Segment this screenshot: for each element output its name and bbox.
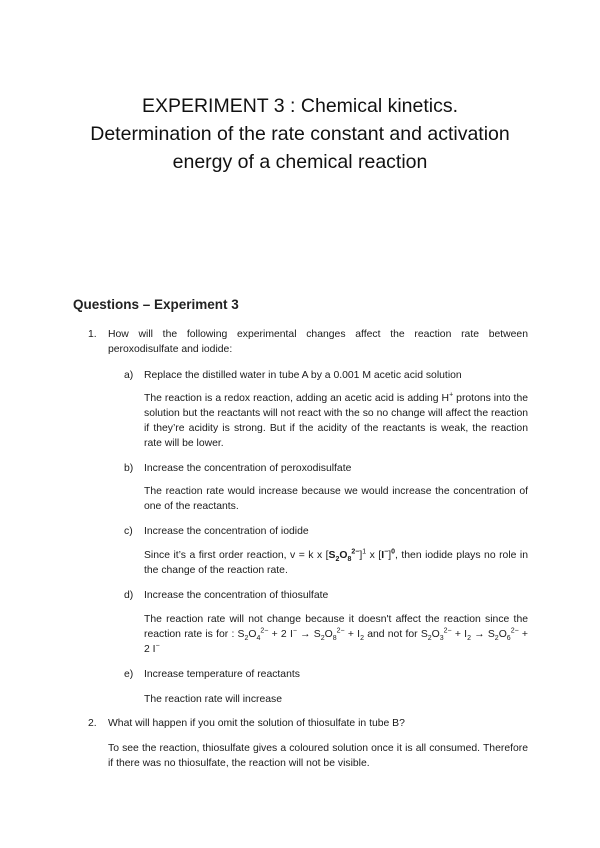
subitem-b bbox=[124, 461, 528, 476]
superscript: 0 bbox=[391, 548, 395, 556]
title-line-3: energy of a chemical reaction bbox=[172, 151, 428, 173]
answer-c-part: ] bbox=[388, 550, 392, 561]
answer-a-part: The reaction is a redox reaction, adding an acetic acid is adding H bbox=[144, 393, 450, 404]
answer-d-part: → S bbox=[296, 629, 321, 640]
superscript: 2− bbox=[336, 627, 345, 635]
subscript: 6 bbox=[506, 635, 511, 643]
subitem-label: e) bbox=[124, 669, 134, 680]
subscript: 2 bbox=[467, 635, 471, 643]
subitem-text: Increase the concentration of peroxodisulfate bbox=[144, 463, 352, 474]
answer-d-part: O bbox=[431, 629, 440, 640]
superscript: − bbox=[384, 548, 389, 556]
superscript: − bbox=[292, 627, 297, 635]
answer-a-part: protons into the solution but the reactants will not react with the so no change will affect the reaction if they’re acidity is strong. But if the acidity of the reactants is weak, the reaction rate will be lower. bbox=[144, 393, 528, 449]
answer-d-part: + I bbox=[344, 629, 361, 640]
answer-d-part: The reaction rate will not change because it doesn't affect the reaction since the reaction rate is for : S bbox=[144, 614, 528, 640]
question-text: How will the following experimental changes affect the reaction rate between peroxodisulfate and iodide: bbox=[108, 329, 528, 355]
question-1 bbox=[88, 327, 528, 357]
section-heading: Questions – Experiment 3 bbox=[73, 297, 239, 312]
subitem-c bbox=[124, 524, 528, 539]
answer-e: The reaction rate will increase bbox=[144, 694, 283, 705]
answer-d bbox=[144, 612, 528, 657]
answer-question-2: To see the reaction, thiosulfate gives a coloured solution once it is all consumed. Therefore if there was no thiosulfate, the reaction will not be visible. bbox=[108, 743, 528, 769]
subitem-text: Increase the concentration of thiosulfate bbox=[144, 590, 329, 601]
subscript: 2 bbox=[427, 635, 432, 643]
answer-c-part: Since it’s a first order reaction, v = k x [ bbox=[144, 550, 329, 561]
title-line-2: Determination of the rate constant and activation bbox=[90, 123, 510, 145]
subitem-d bbox=[124, 588, 528, 603]
answer-c-part: , then iodide plays no role in the change of the reaction rate. bbox=[144, 550, 528, 576]
answer-d-part: O bbox=[248, 629, 257, 640]
superscript: 2− bbox=[351, 548, 360, 556]
answer-d-part: + 2 I bbox=[268, 629, 293, 640]
subscript: 2 bbox=[360, 635, 364, 643]
superscript: 2− bbox=[260, 627, 269, 635]
superscript: − bbox=[155, 642, 160, 650]
symbol: O bbox=[339, 550, 348, 561]
subitem-text: Increase the concentration of iodide bbox=[144, 526, 309, 537]
answer-c-part: ] bbox=[359, 550, 363, 561]
subscript: 4 bbox=[256, 635, 261, 643]
subscript: 8 bbox=[347, 556, 352, 564]
answer-b: The reaction rate would increase because we would increase the concentration of one of the reactants. bbox=[144, 486, 528, 512]
subitem-label: b) bbox=[124, 463, 134, 474]
question-text: What will happen if you omit the solution of thiosulfate in tube B? bbox=[108, 718, 405, 729]
subitem-label: a) bbox=[124, 370, 134, 381]
superscript: 2− bbox=[443, 627, 452, 635]
question-number: 1. bbox=[88, 329, 97, 340]
subitem-text: Replace the distilled water in tube A by a 0.001 M acetic acid solution bbox=[144, 370, 462, 381]
symbol: I bbox=[381, 550, 385, 561]
subscript: 2 bbox=[335, 556, 340, 564]
answer-d-part: → S bbox=[470, 629, 495, 640]
answer-d-part: + I bbox=[451, 629, 468, 640]
subscript: 3 bbox=[439, 635, 444, 643]
subitem-a bbox=[124, 368, 528, 383]
formula-s2o8 bbox=[328, 548, 363, 564]
superscript: 2− bbox=[510, 627, 519, 635]
subscript: 2 bbox=[320, 635, 325, 643]
superscript: 1 bbox=[362, 548, 367, 556]
subitem-text: Increase temperature of reactants bbox=[144, 669, 300, 680]
answer-c bbox=[144, 548, 528, 578]
question-number: 2. bbox=[88, 718, 97, 729]
title-line-1: EXPERIMENT 3 : Chemical kinetics. bbox=[141, 95, 459, 117]
subitem-e bbox=[124, 667, 528, 682]
subitem-label: d) bbox=[124, 590, 134, 601]
answer-d-part: O bbox=[498, 629, 507, 640]
question-2 bbox=[88, 716, 528, 731]
symbol: S bbox=[328, 550, 336, 561]
answer-c-part: x [ bbox=[366, 550, 382, 561]
answer-d-part: + 2 I bbox=[144, 629, 528, 655]
answer-a-superscript: + bbox=[449, 391, 454, 399]
subscript: 8 bbox=[332, 635, 337, 643]
subscript: 2 bbox=[244, 635, 249, 643]
answer-a bbox=[144, 391, 528, 451]
answer-d-part: O bbox=[324, 629, 333, 640]
answer-d-part: and not for S bbox=[363, 629, 428, 640]
subitem-label: c) bbox=[124, 526, 133, 537]
document-title bbox=[40, 92, 560, 176]
subscript: 2 bbox=[494, 635, 499, 643]
